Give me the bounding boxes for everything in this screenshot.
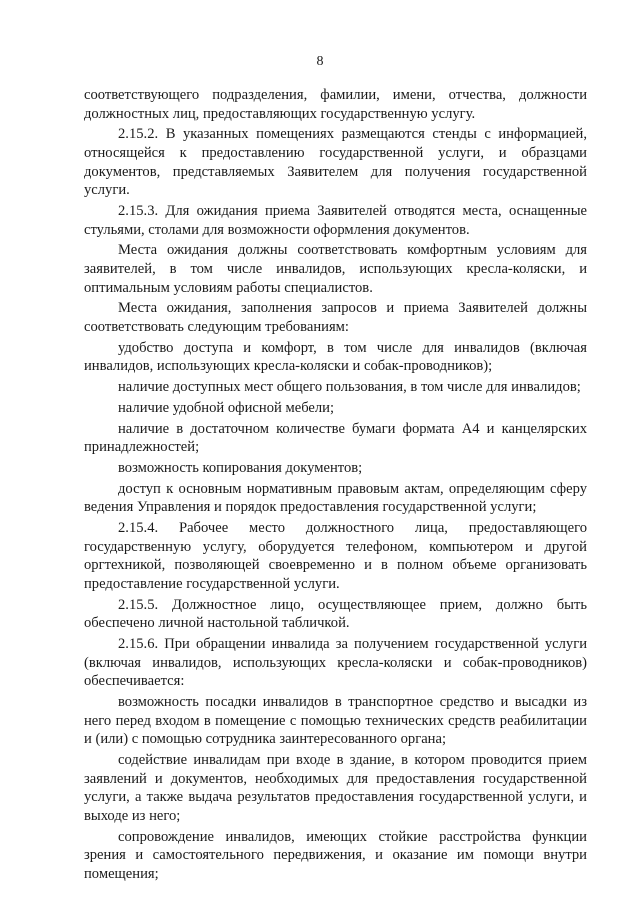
paragraph-2-15-3: 2.15.3. Для ожидания приема Заявителей отводятся места, оснащенные стульями, столами для возможности оформления документов.: [84, 202, 587, 238]
list-item-escort: сопровождение инвалидов, имеющих стойкие расстройства функции зрения и самостоятельного передвижения, и оказание им помощи внутри помещения;: [84, 828, 587, 882]
paragraph-continuation: соответствующего подразделения, фамилии, имени, отчества, должности должностных лиц, предоставляющих государственную услугу.: [84, 87, 587, 122]
list-item-transport: возможность посадки инвалидов в транспортное средство и высадки из него перед входом в помещение с помощью технических средств реабилитации и (или) с помощью сотрудника заинтересованного органа;: [84, 694, 587, 748]
page-number: 8: [316, 54, 324, 69]
paragraph-2-15-4: 2.15.4. Рабочее место должностного лица, предоставляющего государственную услугу, оборудуется телефоном, компьютером и другой оргтехникой, позволяющей своевременно и в полном объеме организовать предоставление государственной услуги.: [84, 520, 587, 592]
list-item-access-comfort: удобство доступа и комфорт, в том числе для инвалидов (включая инвалидов, использующих кресла-коляски и собак-проводников);: [84, 339, 587, 375]
paragraph-2-15-6: 2.15.6. При обращении инвалида за получением государственной услуги (включая инвалидов, использующих кресла-коляски и собак-проводников) обеспечивается:: [84, 636, 587, 690]
list-item-furniture: наличие удобной офисной мебели;: [118, 399, 335, 416]
paragraph-requirements-intro: Места ожидания, заполнения запросов и приема Заявителей должны соответствовать следующим требованиям:: [84, 300, 587, 335]
paragraph-2-15-5: 2.15.5. Должностное лицо, осуществляющее прием, должно быть обеспечено личной настольной табличкой.: [84, 596, 587, 632]
list-item-copying: возможность копирования документов;: [118, 459, 363, 476]
list-item-paper-stationery: наличие в достаточном количестве бумаги формата А4 и канцелярских принадлежностей;: [84, 420, 587, 456]
paragraph-waiting-places: Места ожидания должны соответствовать комфортным условиям для заявителей, в том числе инвалидов, использующих кресла-коляски, и оптимальным условиям работы специалистов.: [84, 242, 587, 296]
list-item-legal-acts: доступ к основным нормативным правовым актам, определяющим сферу ведения Управления и порядок предоставления государственной услуги;: [84, 480, 587, 516]
list-item-building-entry: содействие инвалидам при входе в здание, в котором проводится прием заявлений и документов, необходимых для предоставления государственной услуги, а также выдача результатов предоставления государственной услуги, и выходе из него;: [84, 752, 587, 824]
document-body: [84, 86, 587, 886]
paragraph-2-15-2: 2.15.2. В указанных помещениях размещаются стенды с информацией, относящейся к предоставлению государственной услуги, и образцами документов, представляемых Заявителем для получения государственной услуги.: [84, 126, 587, 199]
list-item-public-places: наличие доступных мест общего пользования, в том числе для инвалидов;: [118, 379, 581, 396]
